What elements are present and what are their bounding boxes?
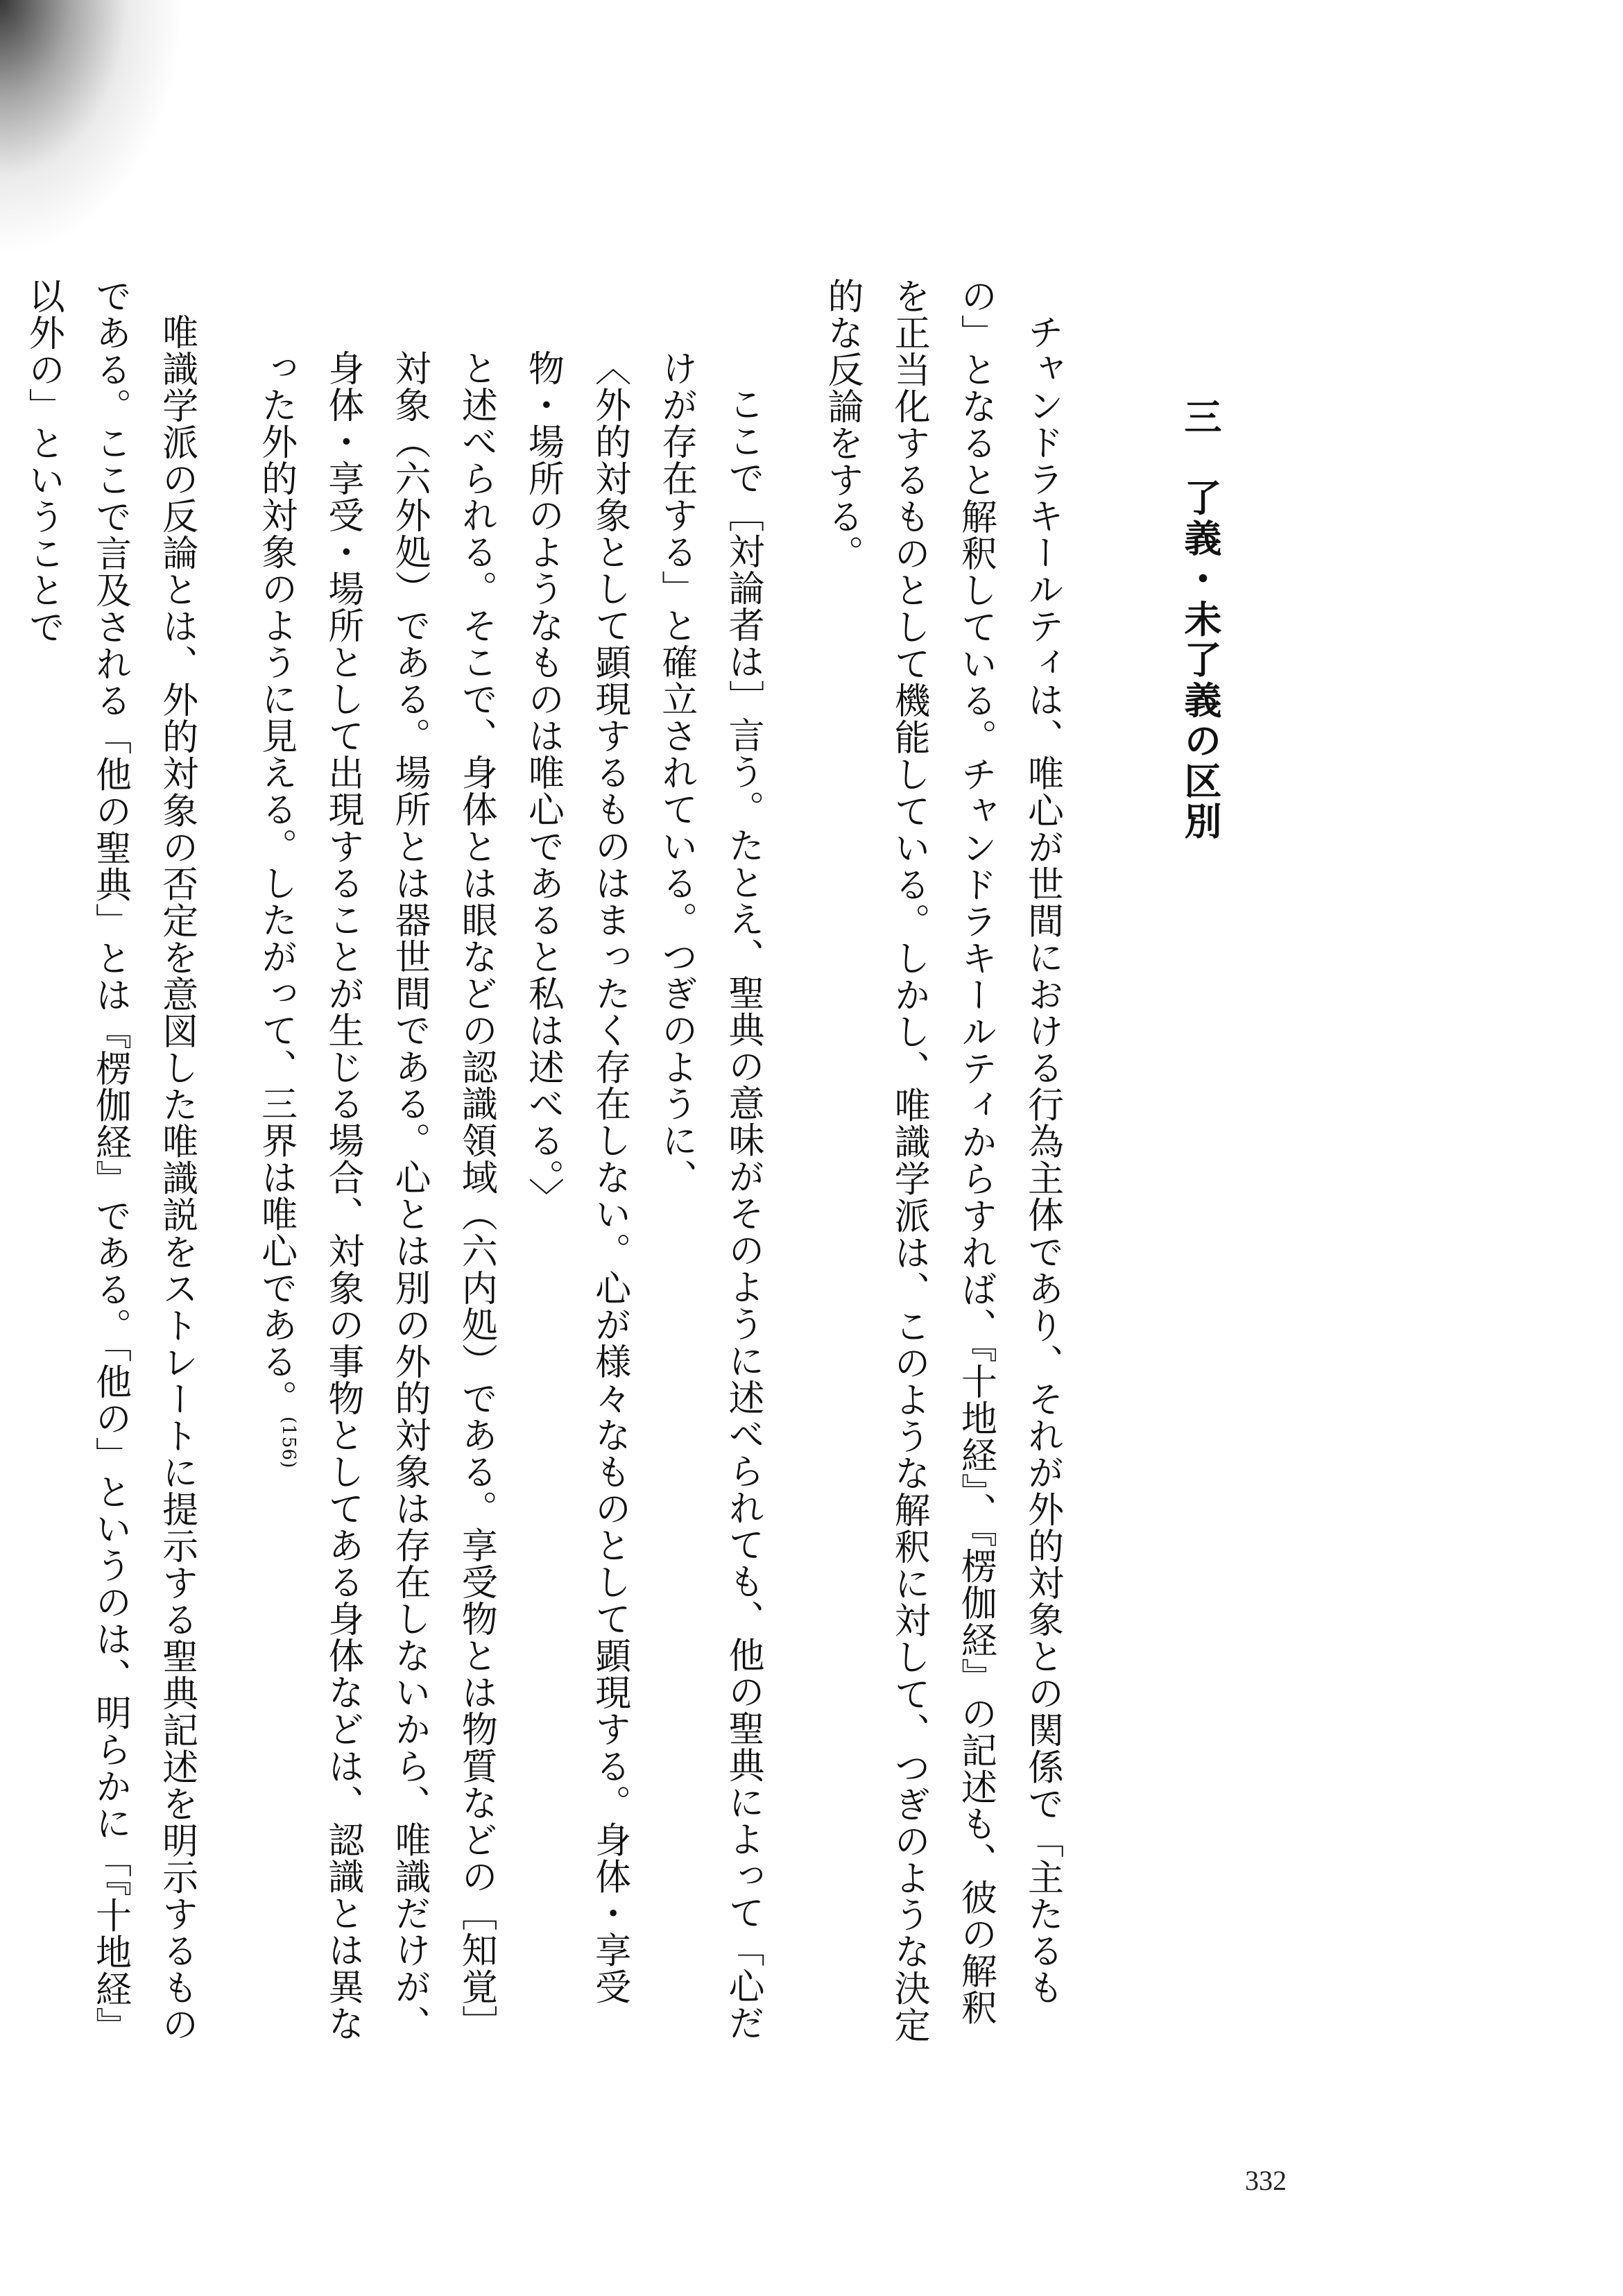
quote-objection: ここで［対論者は］言う。たとえ、聖典の意味がそのように述べられても、他の聖典によって「心だけが存在する」と確立されている。つぎのように、: [655, 350, 764, 2041]
quote-explanation: [242, 350, 509, 2046]
footnote-ref-156[interactable]: (156): [277, 1416, 299, 1469]
section-heading: 三 了義・未了義の区別: [1178, 397, 1223, 843]
quote-lankavatara-verse: 〈外的対象として顕現するものはまったく存在しない。心が様々なものとして顕現する。身体・享受物・場所のようなものは唯心であると私は述べる。〉: [522, 350, 630, 2005]
scan-shadow: [0, 0, 180, 250]
quoted-passage: [242, 277, 776, 2046]
page-body: [10, 277, 1235, 2046]
paragraph-chandrakirti-interpretation: チャンドラキールティは、唯心が世間における行為主体であり、それが外的対象との関係で「主たるもの」となると解釈している。チャンドラキールティからすれば、『十地経』、『楞伽経』の記述も、彼の解釈を正当化するものとして機能している。しかし、唯識学派は、このような解釈に対して、つぎのような決定的な反論をする。: [821, 277, 1063, 2044]
paragraph-yogacara-rebuttal: 唯識学派の反論とは、外的対象の否定を意図した唯識説をストレートに提示する聖典記述を明示するものである。ここで言及される「他の聖典」とは『楞伽経』である。「他の」というのは、明らかに「『十地経』以外の」ということで: [22, 277, 198, 2044]
page-number: 332: [1245, 2165, 1287, 2196]
quote-explanation-text: と述べられる。そこで、身体とは眼などの認識領域（六内処）である。享受物とは物質などの［知覚］対象（六外処）である。場所とは器世間である。心とは別の外的対象は存在しないから、唯識だけが、身体・享受・場所として出現することが生じる場合、対象の事物としてある身体などは、認識とは異なった外的対象のように見える。したがって、三界は唯心である。: [255, 350, 497, 2042]
